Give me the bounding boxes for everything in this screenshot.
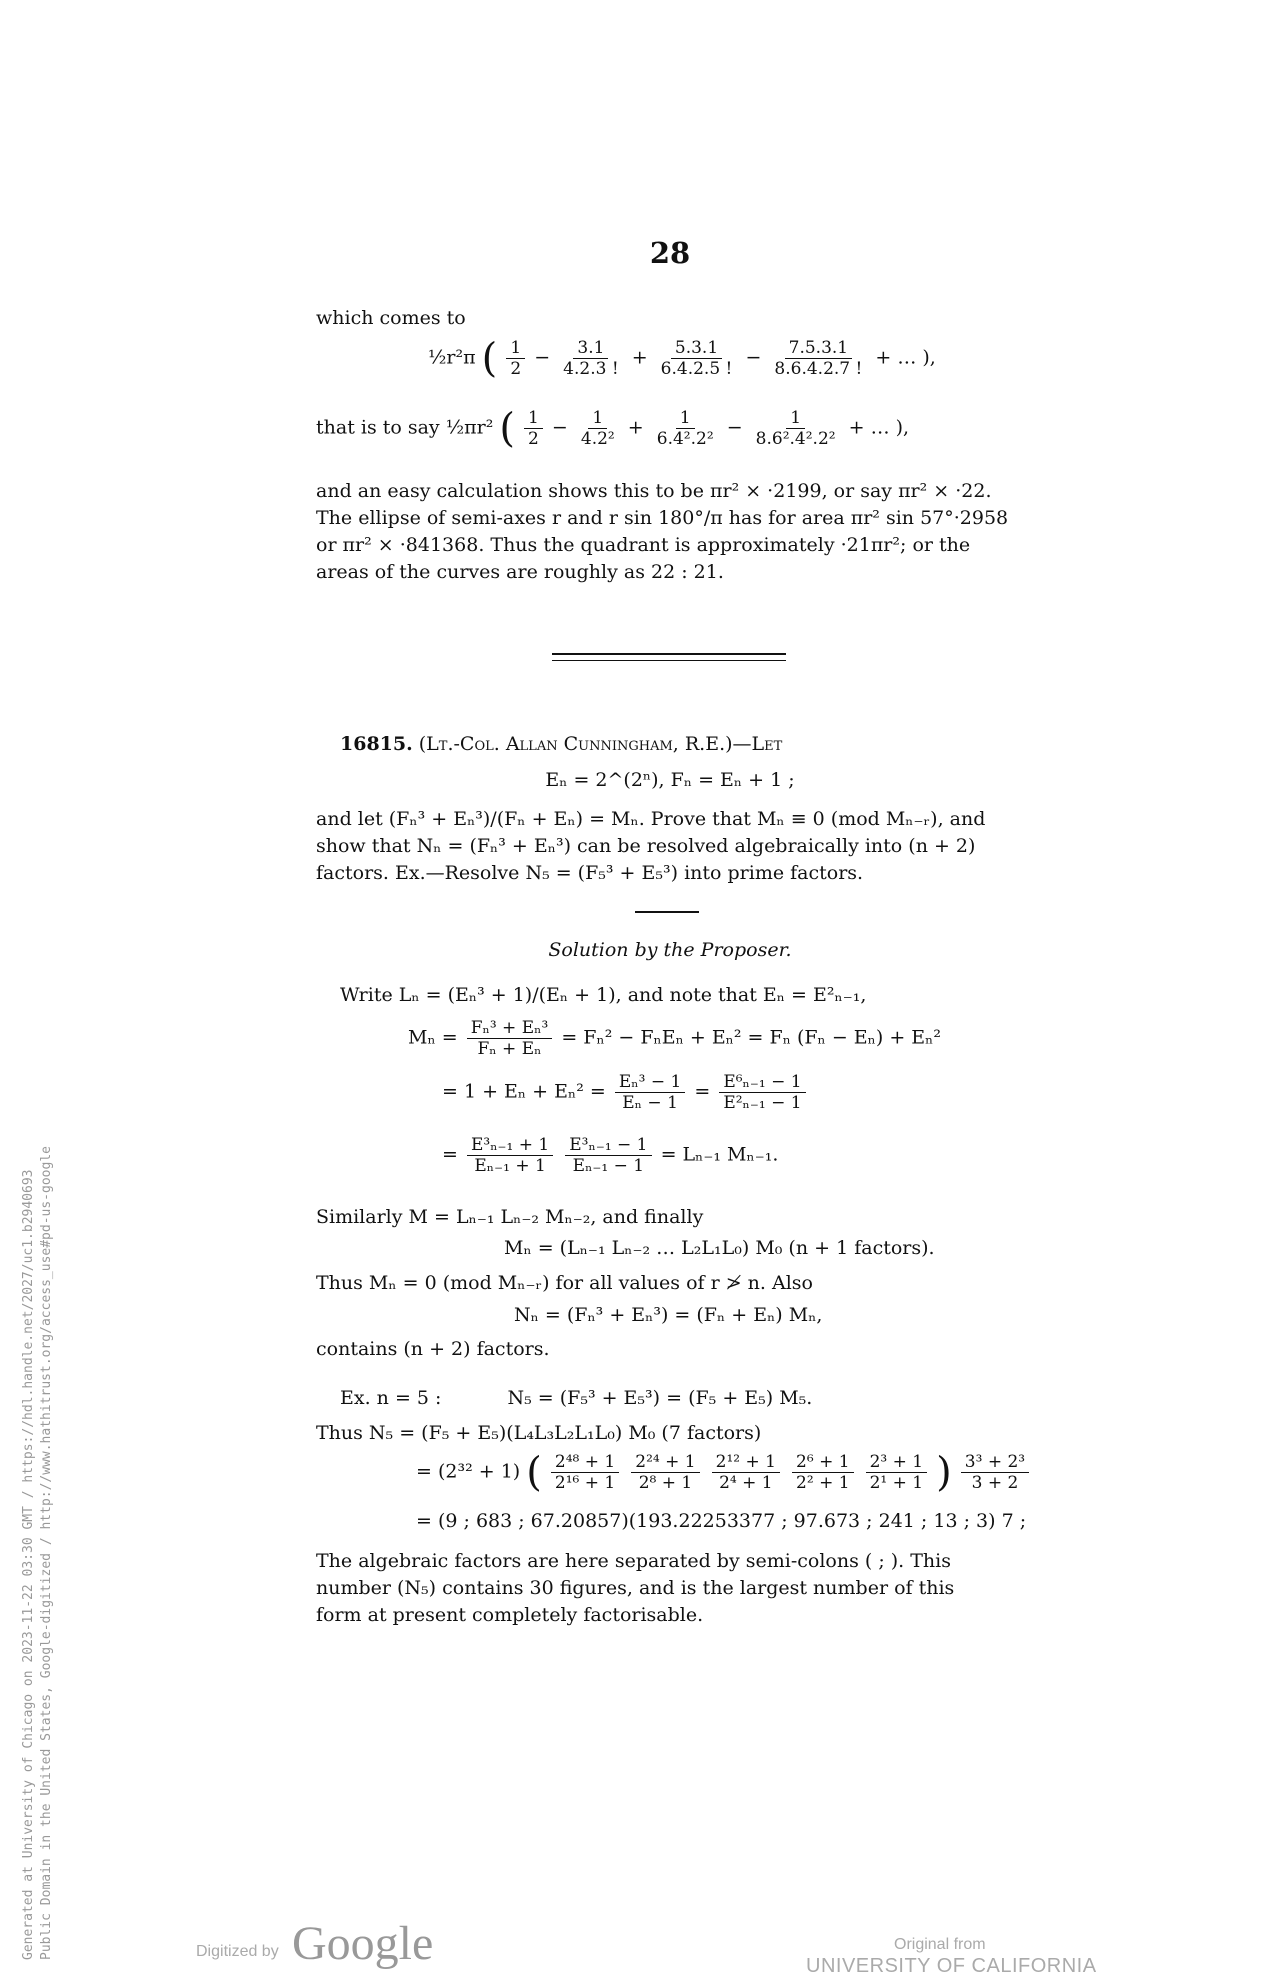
paragraph xyxy=(316,478,1026,586)
institution-label: UNIVERSITY OF CALIFORNIA xyxy=(806,1955,1097,1977)
lead-text: that is to say xyxy=(316,416,440,439)
separator-rule xyxy=(552,653,786,655)
text-line: and let (Fₙ³ + Eₙ³)/(Fₙ + Eₙ) = Mₙ. Prove that Mₙ ≡ 0 (mod Mₙ₋ᵣ), and xyxy=(316,808,986,830)
fraction: $\frac{1}{\text{6.4².2²}}$ xyxy=(656,408,714,449)
example-equation: N₅ = (F₅³ + E₅³) = (F₅ + E₅) M₅. xyxy=(507,1387,813,1409)
fraction: $\frac{1}{2}$ xyxy=(506,338,525,379)
result-line: = (9 ; 683 ; 67.20857)(193.22253377 ; 97.673 ; 241 ; 13 ; 3) 7 ; xyxy=(416,1510,1027,1532)
text-line: form at present completely factorisable. xyxy=(316,1604,704,1626)
fraction: $\frac{1}{2}$ xyxy=(524,408,543,449)
text-line: and an easy calculation shows this to be πr² × ·2199, or say πr² × ·22. xyxy=(316,480,992,502)
m-label: Mₙ = xyxy=(408,1026,458,1049)
solution-line: Write Lₙ = (Eₙ³ + 1)/(Eₙ + 1), and note that Eₙ = E²ₙ₋₁, xyxy=(340,984,867,1006)
digitized-by-label: Digitized by xyxy=(196,1943,279,1960)
finally-line: Mₙ = (Lₙ₋₁ Lₙ₋₂ … L₂L₁L₀) M₀ (n + 1 factors). xyxy=(504,1237,935,1259)
fraction: $\frac{\text{2¹² + 1}}{\text{2⁴ + 1}}$ xyxy=(712,1452,780,1493)
intro-text: which comes to xyxy=(316,307,466,329)
text-line: factors. Ex.—Resolve N₅ = (F₅³ + E₅³) into prime factors. xyxy=(316,862,864,884)
problem-number: 16815. xyxy=(340,733,413,755)
formula-prefix: ½πr² xyxy=(445,416,494,439)
original-from-label: Original from xyxy=(894,1936,986,1953)
fraction: $\frac{3.1}{4.2.3 !}$ xyxy=(563,338,619,379)
operator: + xyxy=(631,346,648,369)
fraction: $\frac{5.3.1}{6.4.2.5 !}$ xyxy=(660,338,733,379)
text-line: The algebraic factors are here separated by semi-colons ( ; ). This xyxy=(316,1550,951,1572)
short-rule xyxy=(635,911,699,913)
left-paren: ( xyxy=(481,335,498,382)
thus-line: Thus Mₙ = 0 (mod Mₙ₋ᵣ) for all values of r ≯ n. Also xyxy=(316,1272,813,1294)
similarly-line: Similarly M = Lₙ₋₁ Lₙ₋₂ Mₙ₋₂, and finally xyxy=(316,1206,704,1228)
m-equation xyxy=(408,1018,941,1059)
fraction: $\frac{\text{E³ₙ₋₁ − 1}}{\text{Eₙ₋₁ − 1}}$ xyxy=(565,1135,651,1176)
solution-heading: Solution by the Proposer. xyxy=(548,939,792,961)
m-equation-2 xyxy=(442,1072,809,1113)
side-watermark xyxy=(20,1146,56,1960)
m3-rest: = Lₙ₋₁ Mₙ₋₁. xyxy=(660,1143,779,1166)
google-logo: Google xyxy=(292,1917,434,1970)
problem-body xyxy=(316,806,1026,887)
thus-n5-line: Thus N₅ = (F₅ + E₅)(L₄L₃L₂L₁L₀) M₀ (7 factors) xyxy=(316,1422,762,1444)
formula-prefix: ½r²π xyxy=(428,346,476,369)
equals: = xyxy=(694,1080,711,1103)
fraction: $\frac{\text{E³ₙ₋₁ + 1}}{\text{Eₙ₋₁ + 1}}$ xyxy=(467,1135,553,1176)
fraction: $\frac{\text{2³ + 1}}{\text{2¹ + 1}}$ xyxy=(866,1452,928,1493)
text-line: or πr² × ·841368. Thus the quadrant is approximately ·21πr²; or the xyxy=(316,534,971,556)
series-formula-2 xyxy=(316,405,910,452)
operator: − xyxy=(745,346,762,369)
formula-tail: + … ), xyxy=(875,346,936,369)
operator: + xyxy=(627,416,644,439)
side-note-line: Public Domain in the United States, Google-digitized / http://www.hathitrust.org/access_use#pd-us-google xyxy=(39,1146,54,1960)
left-paren: ( xyxy=(526,1449,542,1496)
m-equation-3 xyxy=(442,1135,778,1176)
closing-paragraph xyxy=(316,1548,1026,1629)
series-formula-1 xyxy=(428,335,936,382)
contains-line: contains (n + 2) factors. xyxy=(316,1338,550,1360)
problem-heading xyxy=(340,731,782,758)
fraction: $\frac{1}{\text{4.2²}}$ xyxy=(580,408,615,449)
fraction: $\frac{\text{E⁶ₙ₋₁ − 1}}{\text{E²ₙ₋₁ − 1}}$ xyxy=(719,1072,805,1113)
example-label: Ex. n = 5 : xyxy=(340,1387,442,1409)
operator: − xyxy=(726,416,743,439)
equals: = xyxy=(442,1143,458,1166)
text-line: The ellipse of semi-axes r and r sin 180°/π has for area πr² sin 57°·2958 xyxy=(316,507,1009,529)
big-pre: = (2³² + 1) xyxy=(416,1460,521,1483)
text-line: show that Nₙ = (Fₙ³ + Eₙ³) can be resolved algebraically into (n + 2) xyxy=(316,835,976,857)
nn-line: Nₙ = (Fₙ³ + Eₙ³) = (Fₙ + Eₙ) Mₙ, xyxy=(514,1304,823,1326)
operator: − xyxy=(551,416,568,439)
fraction: $\frac{\text{Eₙ³ − 1}}{\text{Eₙ − 1}}$ xyxy=(615,1072,685,1113)
big-product xyxy=(416,1449,1032,1496)
m2-pre: = 1 + Eₙ + Eₙ² = xyxy=(442,1080,606,1103)
fraction: $\frac{\text{2⁶ + 1}}{\text{2² + 1}}$ xyxy=(792,1452,854,1493)
left-paren: ( xyxy=(499,405,515,452)
page-number: 28 xyxy=(649,236,691,270)
fraction: $\frac{\text{3³ + 2³}}{3 + 2}$ xyxy=(961,1452,1029,1493)
text-line: number (N₅) contains 30 figures, and is the largest number of this xyxy=(316,1577,955,1599)
fraction: $\frac{\text{2²⁴ + 1}}{\text{2⁸ + 1}}$ xyxy=(631,1452,699,1493)
example-line xyxy=(340,1385,812,1412)
right-paren: ) xyxy=(936,1449,952,1496)
formula-tail: + … ), xyxy=(848,416,910,439)
separator-rule xyxy=(552,660,786,661)
text-line: areas of the curves are roughly as 22 : 21. xyxy=(316,561,724,583)
fraction: $\frac{\text{2⁴⁸ + 1}}{\text{2¹⁶ + 1}}$ xyxy=(551,1452,619,1493)
m-rest: = Fₙ² − FₙEₙ + Eₙ² = Fₙ (Fₙ − Eₙ) + Eₙ² xyxy=(561,1026,941,1049)
fraction: $\frac{1}{\text{8.6².4².2²}}$ xyxy=(755,408,836,449)
fraction: $\frac{\text{Fₙ³ + Eₙ³}}{\text{Fₙ + Eₙ}}$ xyxy=(467,1018,553,1059)
fraction: $\frac{7.5.3.1}{8.6.4.2.7 !}$ xyxy=(774,338,863,379)
operator: − xyxy=(534,346,551,369)
problem-author: (Lt.-Col. Allan Cunningham, R.E.)—Let xyxy=(418,733,783,755)
problem-definition: Eₙ = 2^(2ⁿ), Fₙ = Eₙ + 1 ; xyxy=(545,769,795,791)
side-note-line: Generated at University of Chicago on 2023-11-22 03:30 GMT / https://hdl.handle.net/2027/uc1.b2940693 xyxy=(21,1169,36,1960)
